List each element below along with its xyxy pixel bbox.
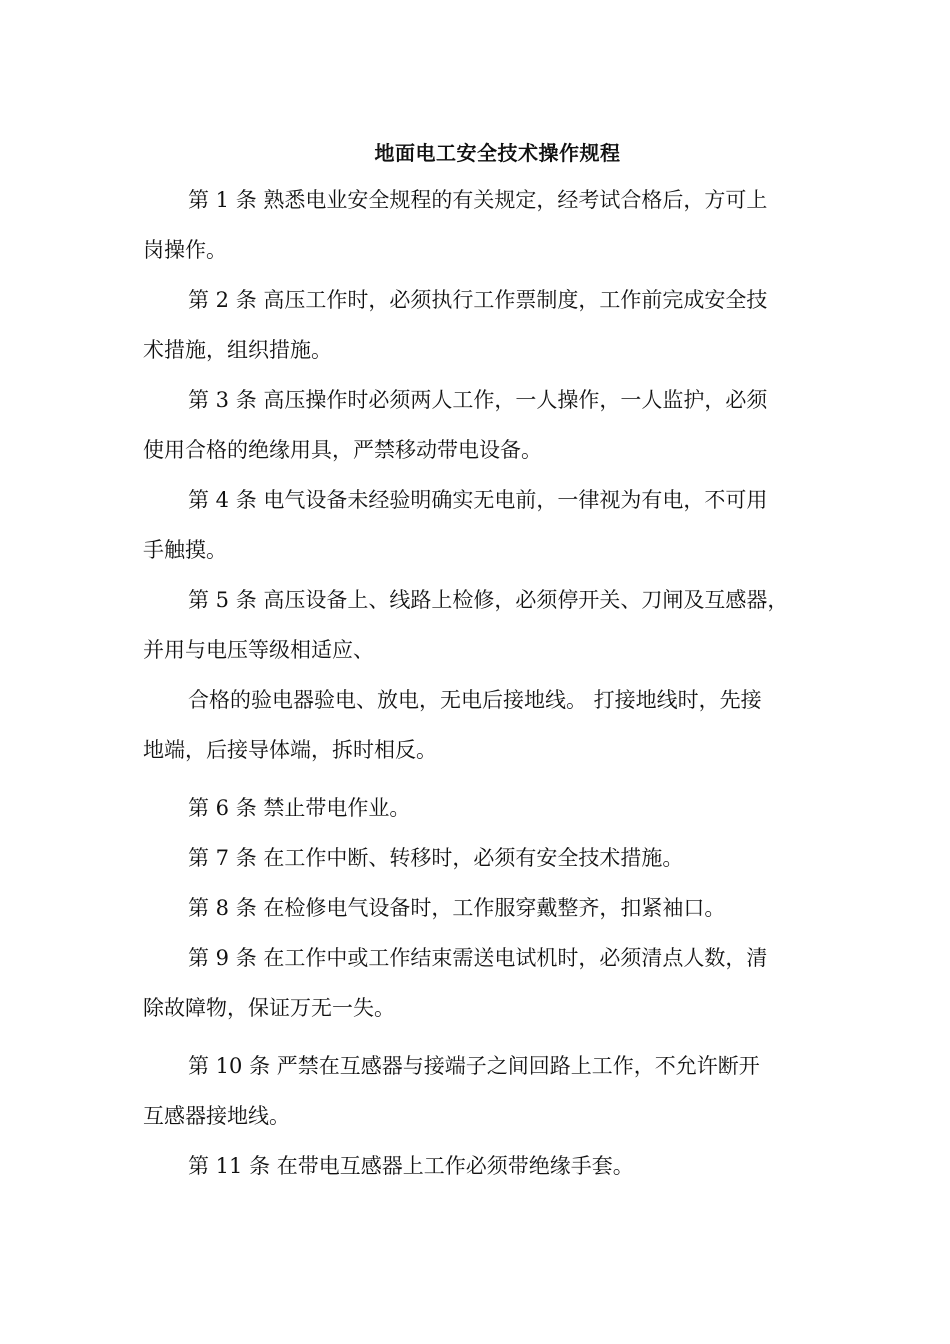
article-4-line-2: 手触摸。 [143,538,227,562]
article-1-line-2: 岗操作。 [143,238,227,262]
article-2-line-2: 术措施，组织措施。 [143,338,332,362]
article-4-line-1: 第 4 条 电气设备未经验明确实无电前，一律视为有电，不可用 [188,488,768,512]
article-9-line-1: 第 9 条 在工作中或工作结束需送电试机时，必须清点人数，清 [188,946,768,970]
article-7-line-1: 第 7 条 在工作中断、转移时，必须有安全技术措施。 [188,846,684,870]
document-title: 地面电工安全技术操作规程 [374,141,621,165]
article-3-line-2: 使用合格的绝缘用具，严禁移动带电设备。 [143,438,542,462]
article-6-line-1: 第 6 条 禁止带电作业。 [188,796,411,820]
article-5-line-3: 合格的验电器验电、放电，无电后接地线。 打接地线时，先接 [188,688,762,712]
article-3-line-1: 第 3 条 高压操作时必须两人工作，一人操作，一人监护，必须 [188,388,768,412]
article-1-line-1: 第 1 条 熟悉电业安全规程的有关规定，经考试合格后，方可上 [188,188,768,212]
article-5-line-4: 地端，后接导体端，拆时相反。 [143,738,437,762]
article-10-line-1: 第 10 条 严禁在互感器与接端子之间回路上工作，不允许断开 [188,1054,760,1078]
article-5-line-1: 第 5 条 高压设备上、线路上检修，必须停开关、刀闸及互感器， [188,588,789,612]
article-10-line-2: 互感器接地线。 [143,1104,290,1128]
article-2-line-1: 第 2 条 高压工作时，必须执行工作票制度，工作前完成安全技 [188,288,768,312]
article-8-line-1: 第 8 条 在检修电气设备时，工作服穿戴整齐，扣紧袖口。 [188,896,726,920]
article-9-line-2: 除故障物，保证万无一失。 [143,996,395,1020]
article-11-line-1: 第 11 条 在带电互感器上工作必须带绝缘手套。 [188,1154,634,1178]
article-5-line-2: 并用与电压等级相适应、 [143,638,374,662]
